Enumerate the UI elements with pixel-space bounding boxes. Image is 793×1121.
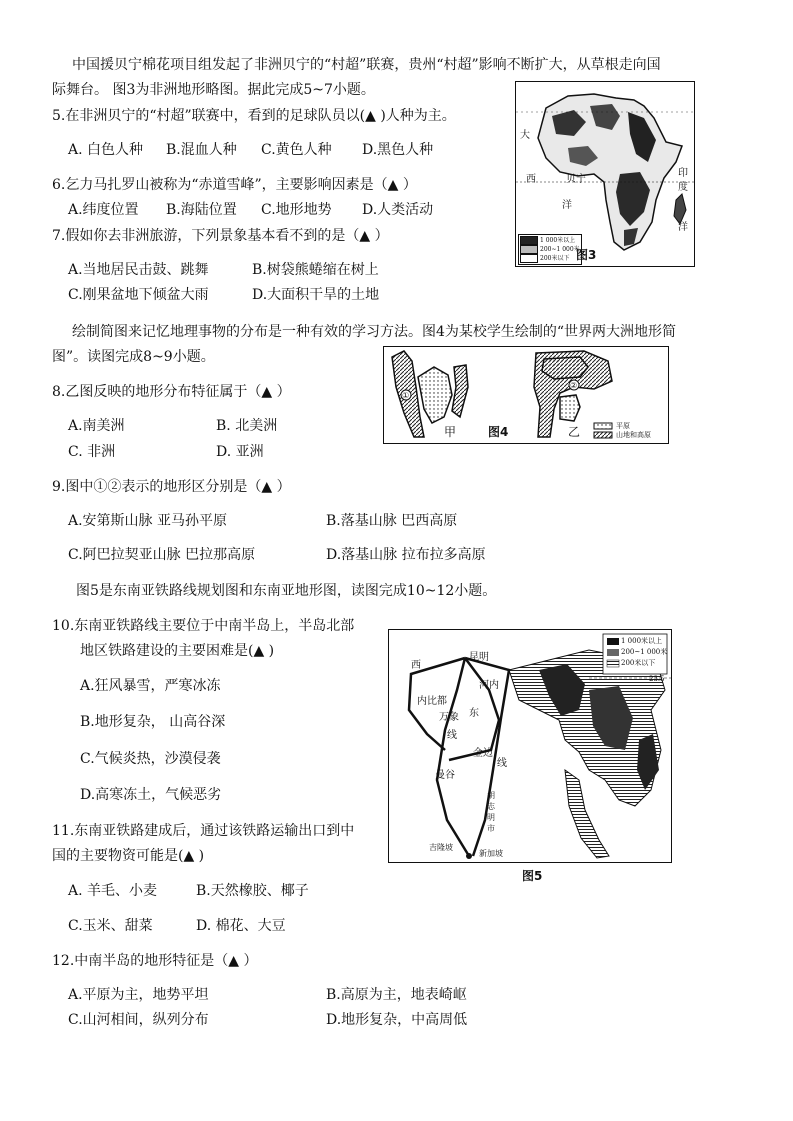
q6-option-b: B.海陆位置 [166, 202, 237, 218]
q5-option-c: C.黄色人种 [261, 142, 332, 158]
q7-option-c: C.刚果盆地下倾盆大雨 [68, 287, 209, 303]
q12-option-c: C.山河相间，纵列分布 [68, 1012, 209, 1028]
label-yi: 乙 [568, 425, 581, 439]
q7-option-b: B.树袋熊蜷缩在树上 [252, 262, 379, 278]
map-label-ho-chi-minh: 胡志明市 [487, 791, 495, 833]
intro3: 图5是东南亚铁路线规划图和东南亚地形图，读图完成10~12小题。 [76, 583, 497, 599]
map-label-east: 东 [469, 708, 479, 719]
map-label-phnom-penh: 金边 [473, 748, 493, 759]
map-label-line-a: 线 [447, 730, 457, 741]
map-label-benin: 贝宁 [566, 174, 586, 185]
q8-option-c: C. 非洲 [68, 444, 116, 460]
map-label-du: 度 [678, 182, 688, 193]
map-label-kunming: 昆明 [469, 652, 489, 663]
map-label-yin: 印 [678, 168, 688, 179]
q11-option-a: A. 羊毛、小麦 [68, 883, 158, 899]
q10-option-b: B.地形复杂， 山高谷深 [80, 714, 226, 730]
q5-option-d: D.黑色人种 [362, 142, 434, 158]
q12-option-d: D.地形复杂，中高周低 [326, 1012, 468, 1028]
marker-1: ① [402, 391, 410, 400]
intro-paragraph-line2: 际舞台。 图3为非洲地形略图。据此完成5~7小题。 [52, 82, 375, 98]
q8-option-d: D. 亚洲 [216, 444, 264, 460]
question-11-stem-line1: 11.东南亚铁路建成后，通过该铁路运输出口到中 [52, 823, 355, 839]
map-label-bangkok: 曼谷 [435, 770, 455, 781]
q5-option-a: A. 白色人种 [68, 142, 144, 158]
map-legend [518, 234, 582, 265]
q11-option-d: D. 棉花、大豆 [196, 918, 286, 934]
map-label-naypyidaw: 内比都 [417, 696, 447, 707]
question-10-stem-line1: 10.东南亚铁路线主要位于中南半岛上，半岛北部 [52, 618, 355, 634]
figure-3-caption: 图3 [576, 248, 597, 262]
map-label-west: 西 [411, 660, 421, 671]
question-9-stem: 9.图中①②表示的地形区分别是（▲ ） [52, 479, 291, 495]
map-label-xi: 西 [526, 174, 536, 185]
legend-below-200: 200米以下 [621, 659, 656, 667]
figure-4-continents-sketch [383, 346, 669, 444]
q9-option-c: C.阿巴拉契亚山脉 巴拉那高原 [68, 547, 256, 563]
marker-2: ② [570, 381, 578, 390]
legend-high: 1 000米以上 [540, 237, 576, 244]
q12-option-b: B.高原为主，地表崎岖 [326, 987, 467, 1003]
question-10-stem-line2: 地区铁路建设的主要困难是(▲ ) [80, 643, 275, 659]
map-label-da: 大 [520, 130, 530, 141]
q7-option-a: A.当地居民击鼓、跳舞 [68, 262, 209, 278]
q5-option-b: B.混血人种 [166, 142, 237, 158]
q10-option-a: A.狂风暴雪，严寒冰冻 [80, 678, 221, 694]
question-6-stem: 6.乞力马扎罗山被称为“赤道雪峰”，主要影响因素是（▲ ） [52, 177, 417, 193]
q9-option-d: D.落基山脉 拉布拉多高原 [326, 547, 486, 563]
question-12-stem: 12.中南半岛的地形特征是（▲ ） [52, 953, 258, 969]
q11-option-b: B.天然橡胶、椰子 [196, 883, 309, 899]
question-8-stem: 8.乙图反映的地形分布特征属于（▲ ） [52, 384, 291, 400]
q10-option-d: D.高寒冻土，气候恶劣 [80, 787, 222, 803]
figure-4-caption: 图4 [488, 425, 509, 439]
q10-option-c: C.气候炎热，沙漠侵袭 [80, 751, 221, 767]
legend-mid: 200~1 000米 [540, 246, 580, 253]
q8-option-b: B. 北美洲 [216, 418, 278, 434]
map-label-yang2: 洋 [678, 222, 688, 233]
legend-mountain-plateau: 山地和高原 [616, 431, 651, 439]
q6-option-a: A.纬度位置 [68, 202, 139, 218]
figure-5-southeast-asia-map [388, 629, 672, 863]
question-7-stem: 7.假如你去非洲旅游，下列景象基本看不到的是（▲ ） [52, 228, 389, 244]
map-label-line-b: 线 [497, 758, 507, 769]
legend-plain: 平原 [616, 422, 630, 430]
q9-option-b: B.落基山脉 巴西高原 [326, 513, 458, 529]
question-11-stem-line2: 国的主要物资可能是(▲ ) [52, 848, 205, 864]
q12-option-a: A.平原为主，地势平坦 [68, 987, 209, 1003]
legend-low: 200米以下 [540, 255, 570, 262]
q6-option-c: C.地形地势 [261, 202, 332, 218]
figure-3-africa-map [515, 81, 695, 267]
map-label-yang: 洋 [562, 200, 572, 211]
q11-option-c: C.玉米、甜菜 [68, 918, 153, 934]
map-label-hanoi: 河内 [479, 680, 499, 691]
intro2-line2: 图”。读图完成8~9小题。 [52, 349, 215, 365]
map-label-vientiane: 万象 [439, 712, 459, 723]
legend-200-1000: 200~1 000米 [621, 648, 668, 656]
q9-option-a: A.安第斯山脉 亚马孙平原 [68, 513, 228, 529]
q7-option-d: D.大面积干旱的土地 [252, 287, 380, 303]
map-label-kuala-lumpur: 吉隆坡 [429, 843, 453, 852]
question-5-stem: 5.在非洲贝宁的“村超”联赛中，看到的足球队员以(▲ )人种为主。 [52, 108, 456, 124]
q6-option-d: D.人类活动 [362, 202, 434, 218]
legend-above-1000: 1 000米以上 [621, 637, 663, 645]
intro2-line1: 绘制简图来记忆地理事物的分布是一种有效的学习方法。图4为某校学生绘制的“世界两大洲地形简 [72, 324, 677, 340]
latitude-23-5: 23.5 [649, 675, 665, 683]
q8-option-a: A.南美洲 [68, 418, 125, 434]
map-label-singapore: 新加坡 [479, 849, 503, 858]
figure-5-caption: 图5 [522, 869, 543, 883]
label-jia: 甲 [444, 425, 457, 439]
intro-paragraph-line1: 中国援贝宁棉花项目组发起了非洲贝宁的“村超”联赛，贵州“村超”影响不断扩大，从草根走向国 [72, 57, 661, 73]
